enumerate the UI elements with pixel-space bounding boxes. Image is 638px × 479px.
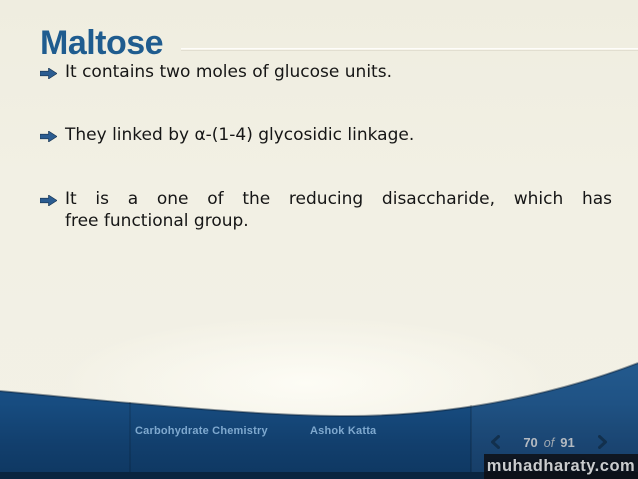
- page-of-label: of: [543, 435, 555, 450]
- right-arrow-icon: [40, 188, 65, 211]
- bullet-text: [65, 61, 612, 83]
- list-item: [40, 61, 614, 84]
- chevron-right-icon: [598, 435, 608, 449]
- bullet-line: It contains two moles of glucose units.: [65, 62, 392, 82]
- bullet-line: It is a one of the reducing disaccharide, which has: [65, 189, 612, 209]
- total-pages: 91: [560, 434, 575, 450]
- list-item: [40, 188, 614, 232]
- right-arrow-icon: [40, 124, 65, 147]
- bullet-text: [65, 124, 612, 146]
- list-item: [40, 124, 614, 147]
- prev-slide-button[interactable]: [488, 435, 502, 449]
- bullet-line: free functional group.: [65, 211, 249, 231]
- chevron-left-icon: [490, 435, 500, 449]
- next-slide-button[interactable]: [596, 435, 610, 449]
- bullet-line: They linked by α-(1-4) glycosidic linkage.: [65, 125, 415, 145]
- bullet-text: [65, 188, 612, 232]
- slide-pager: [488, 433, 610, 451]
- watermark-text: muhadharaty.com: [486, 457, 636, 475]
- page-indicator: [523, 435, 574, 450]
- title-divider: [181, 48, 638, 51]
- footer-author-name: Ashok Katta: [310, 425, 377, 437]
- watermark-link[interactable]: [484, 454, 638, 479]
- bullet-list: [40, 61, 614, 232]
- footer-course-title: Carbohydrate Chemistry: [135, 425, 268, 437]
- page-title: Maltose: [40, 24, 164, 62]
- right-arrow-icon: [40, 61, 65, 84]
- current-page: 70: [523, 434, 538, 450]
